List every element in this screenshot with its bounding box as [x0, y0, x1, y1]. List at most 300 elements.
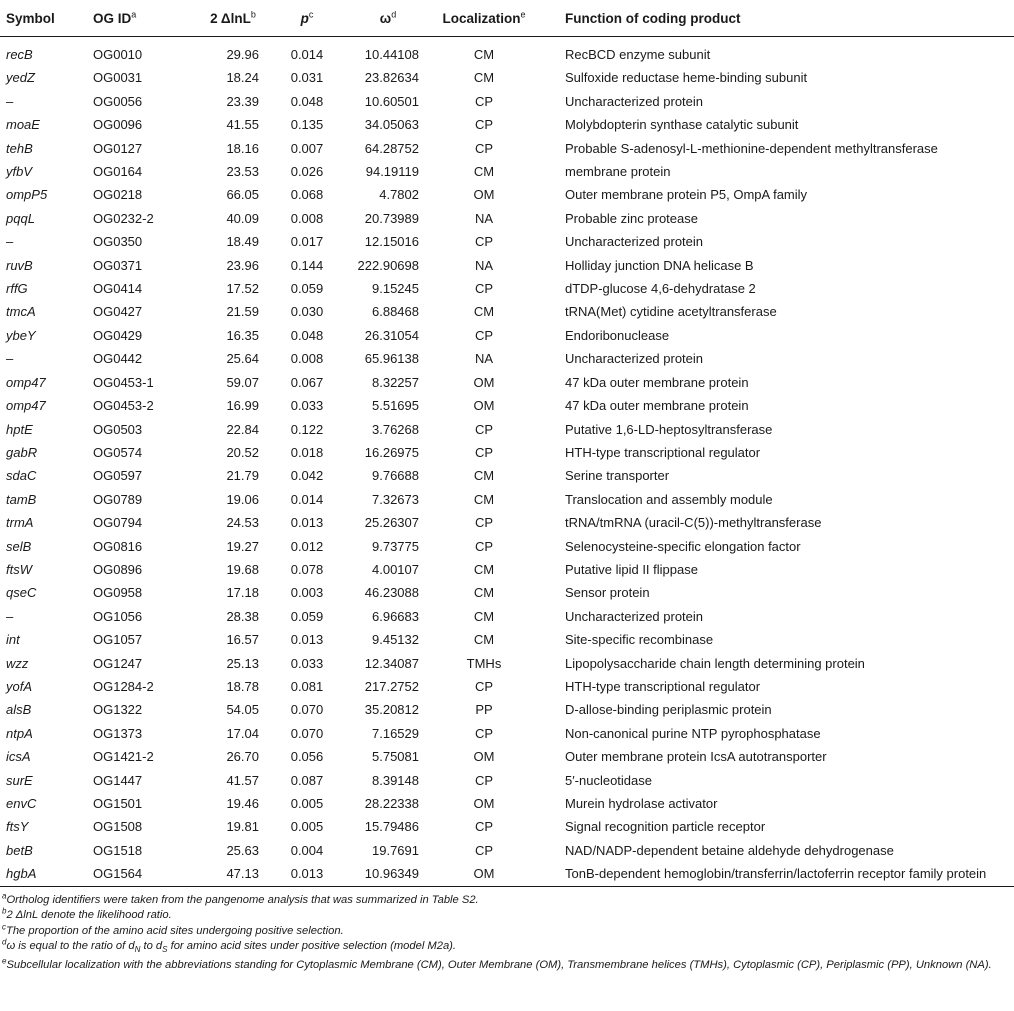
cell-likelihood-ratio: 19.81 — [226, 819, 259, 835]
cell-p: 0.003 — [290, 585, 324, 601]
cell-localization: CP — [474, 678, 494, 694]
cell-function: 47 kDa outer membrane protein — [565, 398, 749, 414]
cell-p: 0.014 — [290, 47, 324, 62]
cell-function: Putative lipid II flippase — [565, 561, 698, 577]
cell-p: 0.008 — [290, 210, 324, 226]
cell-localization: CP — [474, 444, 494, 460]
cell-omega: 8.39148 — [372, 772, 419, 788]
cell-function: Serine transporter — [565, 468, 670, 484]
cell-likelihood-ratio: 21.79 — [226, 468, 259, 484]
cell-p: 0.059 — [290, 608, 324, 624]
cell-p: 0.005 — [290, 819, 324, 835]
cell-symbol: tmcA — [6, 304, 36, 320]
cell-omega: 10.44108 — [364, 47, 419, 62]
table-row — [0, 371, 1014, 394]
cell-omega: 25.26307 — [364, 515, 419, 531]
cell-symbol: sdaC — [6, 468, 37, 484]
cell-symbol: int — [6, 632, 20, 648]
cell-likelihood-ratio: 19.46 — [226, 796, 259, 811]
cell-function: Sensor protein — [565, 585, 650, 601]
cell-localization: NA — [474, 210, 494, 226]
cell-symbol: rffG — [6, 281, 28, 297]
cell-likelihood-ratio: 41.55 — [226, 117, 259, 133]
cell-symbol: tamB — [6, 491, 37, 507]
cell-p: 0.013 — [290, 515, 324, 531]
cell-og-id: OG0429 — [93, 327, 143, 343]
cell-omega: 19.7691 — [372, 842, 419, 858]
cell-likelihood-ratio: 54.05 — [226, 702, 259, 718]
cell-p: 0.014 — [290, 491, 324, 507]
table-row — [0, 418, 1014, 441]
cell-symbol: omp47 — [6, 374, 46, 390]
cell-og-id: OG0453-2 — [93, 398, 154, 414]
footnote-c: $^c$The proportion of the amino acid sites undergoing positive selection. — [2, 921, 344, 937]
table-row — [0, 324, 1014, 347]
cell-og-id: OG0442 — [93, 351, 143, 367]
table-row — [0, 769, 1014, 792]
cell-omega: 4.00107 — [372, 561, 419, 577]
cell-likelihood-ratio: 18.16 — [226, 140, 259, 156]
cell-function: membrane protein — [565, 164, 671, 180]
cell-p: 0.087 — [290, 772, 324, 788]
table-row — [0, 558, 1014, 581]
cell-symbol: ruvB — [6, 257, 33, 273]
cell-function: Putative 1,6-LD-heptosyltransferase — [565, 421, 773, 437]
cell-localization: CM — [473, 632, 495, 648]
cell-omega: 9.73775 — [372, 538, 419, 554]
cell-omega: 94.19119 — [365, 164, 419, 180]
cell-function: Murein hydrolase activator — [565, 796, 718, 811]
cell-function: Translocation and assembly module — [565, 491, 773, 507]
table-row — [0, 230, 1014, 253]
cell-og-id: OG0232-2 — [93, 210, 154, 226]
table-row — [0, 300, 1014, 323]
table-row — [0, 207, 1014, 230]
cell-likelihood-ratio: 18.24 — [226, 70, 259, 86]
header-likelihood-ratio: 2 ΔlnL$^b$ — [193, 0, 273, 37]
cell-omega: 65.96138 — [364, 351, 419, 367]
cell-likelihood-ratio: 17.04 — [226, 725, 259, 741]
cell-og-id: OG0218 — [93, 187, 143, 203]
cell-function: 5′-nucleotidase — [565, 772, 652, 788]
cell-og-id: OG0597 — [93, 468, 143, 484]
cell-likelihood-ratio: 19.68 — [226, 561, 259, 577]
cell-p: 0.081 — [290, 678, 324, 694]
cell-p: 0.135 — [290, 117, 324, 133]
cell-omega: 10.96349 — [341, 862, 435, 886]
cell-localization: CP — [474, 140, 494, 156]
table-row — [0, 652, 1014, 675]
cell-og-id: OG0816 — [93, 538, 143, 554]
cell-og-id: OG0789 — [93, 491, 143, 507]
cell-symbol: ompP5 — [6, 187, 48, 203]
cell-p: 0.004 — [290, 842, 324, 858]
cell-p: 0.067 — [290, 374, 324, 390]
cell-symbol: hptE — [6, 421, 33, 437]
table-body — [0, 37, 1014, 887]
header-symbol: Symbol — [0, 0, 89, 37]
cell-likelihood-ratio: 18.78 — [226, 678, 259, 694]
cell-og-id: OG1056 — [93, 608, 143, 624]
cell-localization: CP — [474, 538, 494, 554]
cell-og-id: OG1247 — [93, 655, 143, 671]
cell-symbol: ftsY — [6, 819, 29, 835]
cell-function: D-allose-binding periplasmic protein — [565, 702, 772, 718]
cell-function: Uncharacterized protein — [565, 351, 704, 367]
table-row — [0, 535, 1014, 558]
cell-p: 0.033 — [290, 398, 324, 414]
cell-likelihood-ratio: 18.49 — [226, 234, 259, 250]
cell-localization: OM — [473, 749, 495, 765]
cell-symbol: wzz — [6, 655, 29, 671]
cell-og-id: OG0127 — [93, 140, 143, 156]
cell-symbol: surE — [6, 772, 33, 788]
table-row — [0, 160, 1014, 183]
cell-omega: 222.90698 — [357, 257, 419, 273]
header-row — [0, 0, 1014, 37]
cell-likelihood-ratio: 22.84 — [226, 421, 259, 437]
cell-og-id: OG0427 — [93, 304, 143, 320]
cell-localization: TMHs — [466, 655, 502, 671]
cell-omega: 34.05063 — [364, 117, 419, 133]
cell-likelihood-ratio: 24.53 — [226, 515, 259, 531]
cell-localization: CP — [474, 842, 494, 858]
cell-function: Outer membrane protein P5, OmpA family — [565, 187, 808, 203]
cell-omega: 9.45132 — [372, 632, 419, 648]
cell-p: 0.031 — [290, 70, 324, 86]
cell-omega: 9.76688 — [372, 468, 419, 484]
cell-og-id: OG0794 — [93, 515, 143, 531]
cell-function: Uncharacterized protein — [565, 234, 704, 250]
cell-og-id: OG0096 — [93, 117, 143, 133]
table-row — [0, 90, 1014, 113]
table-row — [0, 441, 1014, 464]
cell-og-id: OG0574 — [93, 444, 143, 460]
cell-symbol: pqqL — [6, 210, 35, 226]
cell-localization: CM — [473, 468, 495, 484]
cell-likelihood-ratio: 47.13 — [193, 862, 273, 886]
cell-symbol: – — [6, 93, 14, 109]
cell-likelihood-ratio: 23.39 — [226, 93, 259, 109]
cell-omega: 4.7802 — [379, 187, 419, 203]
cell-function: Probable zinc protease — [565, 210, 698, 226]
table-row — [0, 347, 1014, 370]
cell-likelihood-ratio: 16.57 — [226, 632, 259, 648]
cell-localization: OM — [435, 862, 533, 886]
cell-localization: CP — [474, 725, 494, 741]
cell-p: 0.018 — [290, 444, 324, 460]
footnote-e: $^e$Subcellular localization with the abbreviations standing for Cytoplasmic Membrane (CM), Outer Membrane (OM), Transmembrane helices (TMHs), Cytoplasmic (CP), Periplasmic (PP), Unknown (NA). — [2, 956, 992, 971]
cell-localization: CP — [474, 327, 494, 343]
cell-symbol: icsA — [6, 749, 31, 765]
cell-p: 0.042 — [290, 468, 324, 484]
cell-likelihood-ratio: 16.35 — [226, 327, 259, 343]
cell-og-id: OG0371 — [93, 257, 143, 273]
cell-p: 0.070 — [290, 725, 324, 741]
cell-function: Lipopolysaccharide chain length determining protein — [565, 655, 865, 671]
cell-function: Sulfoxide reductase heme-binding subunit — [565, 70, 808, 86]
footnote-a: $^a$Ortholog identifiers were taken from the pangenome analysis that was summarized in Table S2. — [2, 890, 479, 906]
table-row — [0, 862, 1014, 886]
cell-og-id: OG1501 — [93, 796, 143, 811]
table-row — [0, 581, 1014, 604]
cell-symbol: – — [6, 234, 14, 250]
cell-symbol: yedZ — [6, 70, 35, 86]
header-function: Function of coding product — [533, 0, 1014, 37]
cell-localization: CP — [474, 93, 494, 109]
cell-og-id: OG0031 — [93, 70, 143, 86]
table-row — [0, 675, 1014, 698]
cell-function: Site-specific recombinase — [565, 632, 714, 648]
cell-function: HTH-type transcriptional regulator — [565, 678, 761, 694]
cell-localization: CM — [473, 585, 495, 601]
cell-localization: NA — [474, 351, 494, 367]
cell-omega: 8.32257 — [372, 374, 419, 390]
cell-function: Selenocysteine-specific elongation factor — [565, 538, 801, 554]
cell-p: 0.013 — [290, 632, 324, 648]
cell-localization: CP — [474, 819, 494, 835]
cell-p: 0.144 — [290, 257, 324, 273]
cell-omega: 12.15016 — [364, 234, 419, 250]
cell-p: 0.017 — [290, 234, 324, 250]
cell-localization: OM — [473, 187, 495, 203]
cell-localization: CM — [473, 561, 495, 577]
cell-localization: CM — [473, 491, 495, 507]
table-row — [0, 464, 1014, 487]
cell-p: 0.033 — [290, 655, 324, 671]
cell-likelihood-ratio: 25.64 — [226, 351, 259, 367]
cell-omega: 15.79486 — [364, 819, 419, 835]
cell-symbol: recB — [6, 47, 33, 62]
cell-function: Outer membrane protein IcsA autotransporter — [565, 749, 827, 765]
cell-likelihood-ratio: 66.05 — [226, 187, 259, 203]
table-row — [0, 792, 1014, 815]
header-localization: Localization$^e$ — [435, 0, 533, 37]
cell-og-id: OG0414 — [93, 281, 143, 297]
cell-omega: 6.88468 — [372, 304, 419, 320]
cell-symbol: hgbA — [0, 862, 89, 886]
table-row — [0, 628, 1014, 651]
cell-function: Holliday junction DNA helicase B — [565, 257, 754, 273]
cell-p: 0.012 — [290, 538, 324, 554]
cell-function: Uncharacterized protein — [565, 93, 704, 109]
table-row — [0, 66, 1014, 89]
table-row — [0, 137, 1014, 160]
cell-omega: 46.23088 — [364, 585, 419, 601]
cell-p: 0.068 — [290, 187, 324, 203]
cell-function: RecBCD enzyme subunit — [565, 47, 711, 62]
cell-likelihood-ratio: 29.96 — [226, 47, 259, 62]
cell-likelihood-ratio: 20.52 — [226, 444, 259, 460]
cell-likelihood-ratio: 25.63 — [226, 842, 259, 858]
cell-function: tRNA/tmRNA (uracil-C(5))-methyltransferase — [565, 515, 822, 531]
cell-symbol: alsB — [6, 702, 32, 718]
cell-og-id: OG0350 — [93, 234, 143, 250]
cell-symbol: ybeY — [6, 327, 36, 343]
cell-omega: 7.16529 — [372, 725, 419, 741]
cell-localization: OM — [473, 398, 495, 414]
cell-likelihood-ratio: 28.38 — [226, 608, 259, 624]
cell-localization: CP — [474, 515, 494, 531]
cell-p: 0.059 — [290, 281, 324, 297]
cell-symbol: moaE — [6, 117, 40, 133]
cell-omega: 9.15245 — [372, 281, 419, 297]
cell-og-id: OG1518 — [93, 842, 143, 858]
footnotes — [0, 890, 1014, 974]
cell-og-id: OG1057 — [93, 632, 143, 648]
cell-function: Uncharacterized protein — [565, 608, 704, 624]
cell-localization: CM — [473, 47, 495, 62]
cell-function: 47 kDa outer membrane protein — [565, 374, 749, 390]
cell-localization: CM — [473, 70, 495, 86]
footnote-b: $^b$2 ΔlnL denote the likelihood ratio. — [2, 906, 172, 922]
cell-omega: 20.73989 — [364, 210, 419, 226]
cell-localization: CM — [473, 164, 495, 180]
cell-og-id: OG1322 — [93, 702, 143, 718]
cell-function: TonB-dependent hemoglobin/transferrin/lactoferrin receptor family protein — [533, 862, 1014, 886]
cell-omega: 7.32673 — [372, 491, 419, 507]
table-row — [0, 511, 1014, 534]
cell-p: 0.007 — [290, 140, 324, 156]
cell-localization: PP — [475, 702, 493, 718]
table-row — [0, 839, 1014, 862]
cell-omega: 23.82634 — [364, 70, 419, 86]
cell-p: 0.030 — [290, 304, 324, 320]
cell-symbol: – — [6, 351, 14, 367]
cell-function: Molybdopterin synthase catalytic subunit — [565, 117, 799, 133]
cell-og-id: OG0056 — [93, 93, 143, 109]
cell-og-id: OG1284-2 — [93, 678, 154, 694]
header-omega: $\omega^d$ — [341, 0, 435, 37]
cell-function: Signal recognition particle receptor — [565, 819, 766, 835]
cell-symbol: ntpA — [6, 725, 33, 741]
table-row — [0, 37, 1014, 67]
cell-p: 0.056 — [290, 749, 324, 765]
cell-omega: 26.31054 — [364, 327, 419, 343]
table-row — [0, 394, 1014, 417]
cell-symbol: tehB — [6, 140, 33, 156]
cell-likelihood-ratio: 19.27 — [226, 538, 259, 554]
cell-function: NAD/NADP-dependent betaine aldehyde dehydrogenase — [565, 842, 894, 858]
cell-symbol: gabR — [6, 444, 38, 460]
cell-omega: 35.20812 — [364, 702, 419, 718]
cell-likelihood-ratio: 25.13 — [226, 655, 259, 671]
table-row — [0, 277, 1014, 300]
cell-og-id: OG1447 — [93, 772, 143, 788]
table-row — [0, 113, 1014, 136]
cell-og-id: OG0453-1 — [93, 374, 154, 390]
table-row — [0, 254, 1014, 277]
cell-function: HTH-type transcriptional regulator — [565, 444, 761, 460]
cell-og-id: OG0958 — [93, 585, 143, 601]
cell-function: Endoribonuclease — [565, 327, 670, 343]
cell-localization: CP — [474, 281, 494, 297]
cell-og-id: OG1508 — [93, 819, 143, 835]
cell-p: 0.013 — [273, 862, 341, 886]
table-row — [0, 745, 1014, 768]
cell-function: dTDP-glucose 4,6-dehydratase 2 — [565, 281, 756, 297]
cell-symbol: qseC — [6, 585, 37, 601]
cell-localization: CP — [474, 117, 494, 133]
cell-likelihood-ratio: 23.53 — [226, 164, 259, 180]
cell-p: 0.048 — [290, 93, 324, 109]
cell-symbol: omp47 — [6, 398, 46, 414]
cell-p: 0.070 — [290, 702, 324, 718]
cell-omega: 10.60501 — [364, 93, 419, 109]
header-p: $p^c$ — [273, 0, 341, 37]
cell-likelihood-ratio: 17.18 — [226, 585, 259, 601]
cell-symbol: betB — [6, 842, 33, 858]
cell-omega: 5.75081 — [372, 749, 419, 765]
cell-likelihood-ratio: 59.07 — [226, 374, 259, 390]
table-row — [0, 183, 1014, 206]
cell-symbol: envC — [6, 796, 37, 811]
cell-symbol: trmA — [6, 515, 34, 531]
cell-likelihood-ratio: 19.06 — [226, 491, 259, 507]
cell-localization: OM — [473, 374, 495, 390]
cell-symbol: – — [6, 608, 14, 624]
cell-localization: CP — [474, 234, 494, 250]
cell-function: tRNA(Met) cytidine acetyltransferase — [565, 304, 777, 320]
cell-function: Non-canonical purine NTP pyrophosphatase — [565, 725, 821, 741]
cell-localization: CP — [474, 772, 494, 788]
cell-likelihood-ratio: 21.59 — [226, 304, 259, 320]
cell-localization: CP — [474, 421, 494, 437]
table-row — [0, 722, 1014, 745]
cell-og-id: OG1564 — [89, 862, 193, 886]
footnote-d: $^d$ω is equal to the ratio of $d_N$ to $d_S$ for amino acid sites under positive selection (model M2a). — [2, 937, 457, 955]
cell-omega: 6.96683 — [372, 608, 419, 624]
cell-symbol: selB — [6, 538, 32, 554]
cell-function: Probable S-adenosyl-L-methionine-dependent methyltransferase — [565, 140, 938, 156]
cell-symbol: yfbV — [6, 164, 33, 180]
cell-p: 0.005 — [290, 796, 324, 811]
cell-og-id: OG1421-2 — [93, 749, 154, 765]
cell-omega: 16.26975 — [364, 444, 419, 460]
cell-likelihood-ratio: 17.52 — [226, 281, 259, 297]
cell-localization: CM — [473, 304, 495, 320]
cell-omega: 217.2752 — [364, 678, 419, 694]
cell-og-id: OG1373 — [93, 725, 143, 741]
cell-symbol: yofA — [6, 678, 33, 694]
table-row — [0, 698, 1014, 721]
cell-likelihood-ratio: 16.99 — [226, 398, 259, 414]
cell-og-id: OG0503 — [93, 421, 143, 437]
cell-p: 0.122 — [290, 421, 324, 437]
cell-omega: 5.51695 — [372, 398, 419, 414]
cell-symbol: ftsW — [6, 561, 32, 577]
cell-omega: 28.22338 — [364, 796, 419, 811]
cell-likelihood-ratio: 26.70 — [226, 749, 259, 765]
cell-likelihood-ratio: 23.96 — [226, 257, 259, 273]
cell-og-id: OG0896 — [93, 561, 143, 577]
cell-og-id: OG0164 — [93, 164, 143, 180]
table-row — [0, 605, 1014, 628]
cell-omega: 64.28752 — [364, 140, 419, 156]
cell-og-id: OG0010 — [93, 47, 143, 62]
cell-p: 0.078 — [290, 561, 324, 577]
cell-p: 0.026 — [290, 164, 324, 180]
cell-p: 0.008 — [290, 351, 324, 367]
cell-localization: OM — [473, 796, 495, 811]
cell-likelihood-ratio: 40.09 — [226, 210, 259, 226]
cell-likelihood-ratio: 41.57 — [226, 772, 259, 788]
table-row — [0, 488, 1014, 511]
cell-localization: CM — [473, 608, 495, 624]
table-row — [0, 815, 1014, 838]
cell-omega: 12.34087 — [364, 655, 419, 671]
cell-p: 0.048 — [290, 327, 324, 343]
